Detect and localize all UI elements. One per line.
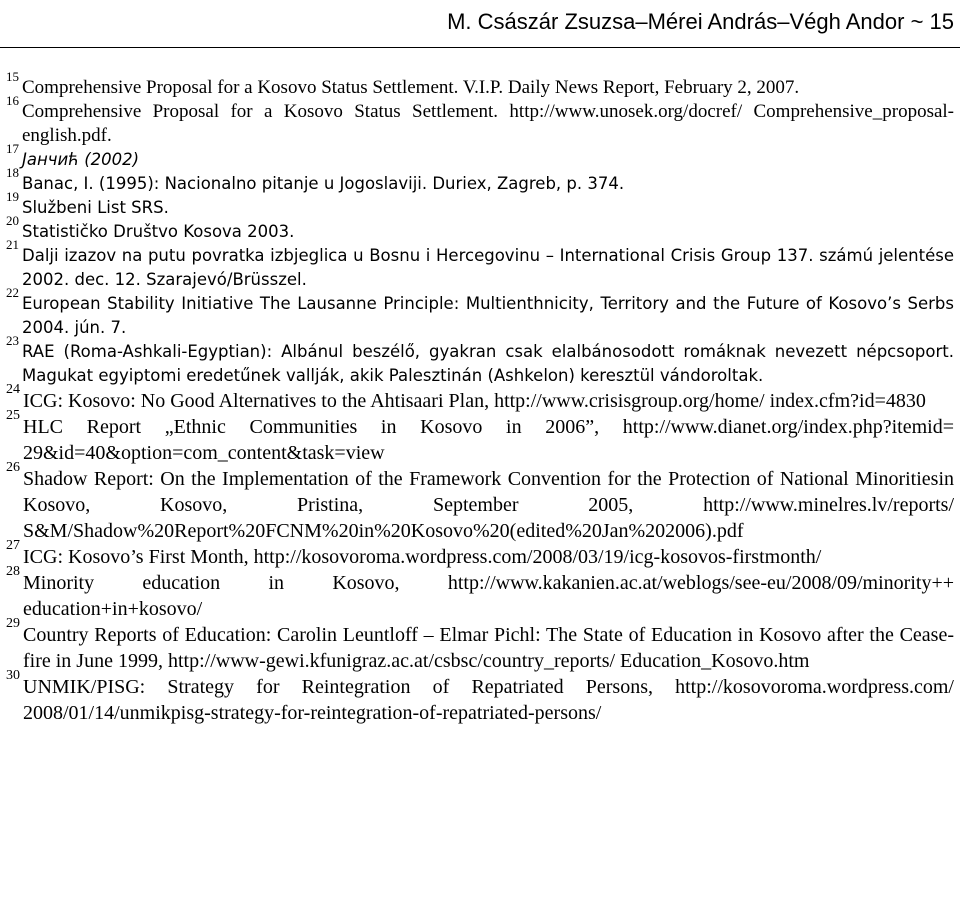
running-title: M. Császár Zsuzsa–Mérei András–Végh Andor bbox=[447, 9, 905, 34]
footnote-number: 19 bbox=[6, 189, 19, 204]
footnote-text: RAE (Roma-Ashkali-Egyptian): Albánul beszélő, gyakran csak elalbánosodott romáknak nevezett népcsoport. Magukat egyiptomi eredetűnek vallják, akik Palesztinán (Ashkelon) keresztül vándoroltak. bbox=[22, 342, 954, 385]
footnote-number: 21 bbox=[6, 237, 19, 252]
footnote-number: 17 bbox=[6, 141, 19, 156]
footnote-22 bbox=[6, 285, 954, 340]
running-header bbox=[0, 0, 960, 48]
footnote-15 bbox=[6, 69, 954, 100]
footnote-number: 26 bbox=[6, 460, 20, 475]
footnote-number: 18 bbox=[6, 165, 19, 180]
footnote-number: 15 bbox=[6, 69, 19, 84]
footnote-text: Statističko Društvo Kosova 2003. bbox=[22, 222, 295, 241]
footnote-number: 22 bbox=[6, 285, 19, 300]
footnote-text: HLC Report „Ethnic Communities in Kosovo in 2006”, http://www.dianet.org/index.php?itemid= 29&id=40&option=com_content&task=view bbox=[23, 416, 954, 464]
footnote-text: Banac, I. (1995): Nacionalno pitanje u Jogoslaviji. Duriex, Zagreb, p. 374. bbox=[22, 174, 625, 193]
page-number: ~ 15 bbox=[910, 9, 954, 34]
footnote-text: ICG: Kosovo: No Good Alternatives to the Ahtisaari Plan, http://www.crisisgroup.org/home/ index.cfm?id=4830 bbox=[23, 390, 926, 412]
footnote-26 bbox=[6, 460, 954, 544]
footnote-number: 24 bbox=[6, 382, 20, 397]
footnote-19 bbox=[6, 189, 954, 220]
footnote-text: Službeni List SRS. bbox=[22, 198, 169, 217]
footnote-27 bbox=[6, 538, 954, 570]
footnote-number: 16 bbox=[6, 93, 19, 108]
footnote-text: Minority education in Kosovo, http://www.kakanien.ac.at/weblogs/see-eu/2008/09/minority++ education+in+kosovo/ bbox=[23, 572, 954, 620]
footnote-text: European Stability Initiative The Lausanne Principle: Multienthnicity, Territory and the Future of Kosovo’s Serbs 2004. jún. 7. bbox=[22, 294, 954, 337]
header-text bbox=[447, 9, 954, 35]
footnote-28 bbox=[6, 564, 954, 622]
footnote-30 bbox=[6, 668, 954, 726]
footnote-text: Shadow Report: On the Implementation of the Framework Convention for the Protection of National Minoritiesin Kosovo, Kosovo, Pristina, September 2005, http://www.minelres.lv/reports/ S&M/Shadow%20Report%20FCNM%20in%20Kosovo%20(edited%20Jan%202006).pdf bbox=[23, 468, 954, 542]
footnote-25 bbox=[6, 408, 954, 466]
footnote-21 bbox=[6, 237, 954, 292]
footnote-number: 27 bbox=[6, 538, 20, 553]
footnote-number: 28 bbox=[6, 564, 20, 579]
footnote-24 bbox=[6, 382, 954, 414]
footnote-text: Comprehensive Proposal for a Kosovo Status Settlement. http://www.unosek.org/docref/ Comprehensive_proposal-english.pdf. bbox=[22, 101, 954, 146]
footnote-text: Јанчић (2002) bbox=[22, 150, 140, 169]
footnote-text: Dalji izazov na putu povratka izbjeglica u Bosnu i Hercegovinu – International Crisis Group 137. számú jelentése 2002. dec. 12. Szarajevó/Brüsszel. bbox=[22, 246, 954, 289]
footnote-16 bbox=[6, 93, 954, 148]
footnote-23 bbox=[6, 333, 954, 388]
footnote-number: 23 bbox=[6, 333, 19, 348]
footnote-number: 29 bbox=[6, 616, 20, 631]
footnote-number: 20 bbox=[6, 213, 19, 228]
footnote-18 bbox=[6, 165, 954, 196]
footnote-text: ICG: Kosovo’s First Month, http://kosovoroma.wordpress.com/2008/03/19/icg-kosovos-firstmonth/ bbox=[23, 546, 822, 568]
footnote-29 bbox=[6, 616, 954, 674]
footnote-text: UNMIK/PISG: Strategy for Reintegration of Repatriated Persons, http://kosovoroma.wordpress.com/ 2008/01/14/unmikpisg-strategy-for-reintegration-of-repatriated-persons/ bbox=[23, 676, 954, 724]
footnote-20 bbox=[6, 213, 954, 244]
footnote-number: 30 bbox=[6, 668, 20, 683]
footnote-text: Comprehensive Proposal for a Kosovo Status Settlement. V.I.P. Daily News Report, February 2, 2007. bbox=[22, 77, 800, 98]
footnote-17 bbox=[6, 141, 954, 172]
footnote-list bbox=[6, 69, 954, 726]
footnote-number: 25 bbox=[6, 408, 20, 423]
footnote-text: Country Reports of Education: Carolin Leuntloff – Elmar Pichl: The State of Education in Kosovo after the Cease-fire in June 1999, http://www-gewi.kfunigraz.ac.at/csbsc/country_reports/ Education_Kosovo.htm bbox=[23, 624, 954, 672]
